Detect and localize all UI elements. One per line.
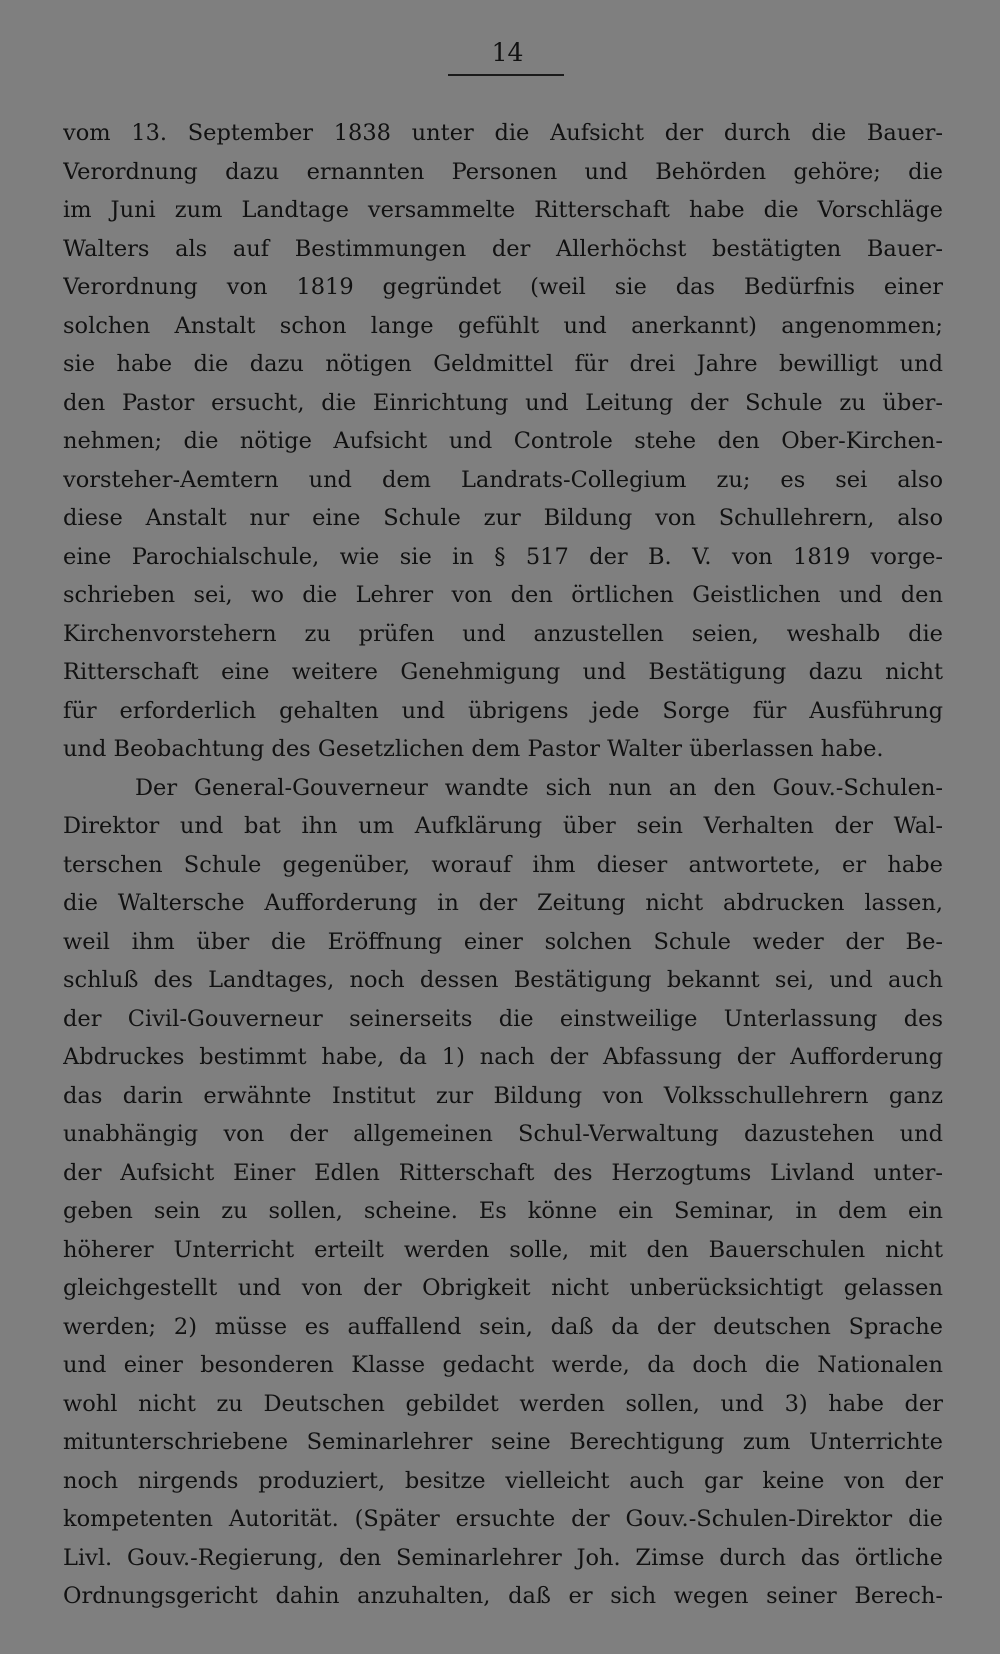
text-line: das darin erwähnte Institut zur Bildung von Volksschullehrern ganz (63, 1082, 943, 1109)
text-line: Kirchenvorstehern zu prüfen und anzustellen seien, weshalb die (63, 620, 943, 647)
paragraph-start-line: Der General-Gouverneur wandte sich nun an den Gouv.-Schulen- (135, 774, 943, 801)
text-line: schluß des Landtages, noch dessen Bestätigung bekannt sei, und auch (63, 967, 943, 993)
text-line: gleichgestellt und von der Obrigkeit nicht unberücksichtigt gelassen (63, 1275, 943, 1301)
text-line: nehmen; die nötige Aufsicht und Controle stehe den Ober-Kirchen- (63, 428, 943, 454)
text-line: die Waltersche Aufforderung in der Zeitung nicht abdrucken lassen, (63, 890, 943, 916)
text-line: im Juni zum Landtage versammelte Ritterschaft habe die Vorschläge (63, 197, 943, 223)
body-text (63, 114, 943, 1616)
text-line: mitunterschriebene Seminarlehrer seine Berechtigung zum Unterrichte (63, 1429, 943, 1455)
text-line: für erforderlich gehalten und übrigens jede Sorge für Ausführung (63, 697, 943, 724)
text-line: Livl. Gouv.-Regierung, den Seminarlehrer Joh. Zimse durch das örtliche (63, 1544, 943, 1571)
text-line: sie habe die dazu nötigen Geldmittel für drei Jahre bewilligt und (63, 351, 943, 377)
text-line: vom 13. September 1838 unter die Aufsicht der durch die Bauer- (63, 120, 943, 146)
text-line: Abdruckes bestimmt habe, da 1) nach der Abfassung der Aufforderung (63, 1044, 943, 1070)
text-line: Verordnung dazu ernannten Personen und Behörden gehöre; die (63, 158, 943, 185)
text-line: Ritterschaft eine weitere Genehmigung und Bestätigung dazu nicht (63, 659, 943, 685)
header-rule (448, 74, 564, 76)
text-line: weil ihm über die Eröffnung einer solchen Schule weder der Be- (63, 928, 943, 955)
text-line: Walters als auf Bestimmungen der Allerhöchst bestätigten Bauer- (63, 235, 943, 262)
text-line: schrieben sei, wo die Lehrer von den örtlichen Geistlichen und den (63, 582, 943, 608)
text-line: und einer besonderen Klasse gedacht werde, da doch die Nationalen (63, 1352, 943, 1378)
text-line: geben sein zu sollen, scheine. Es könne ein Seminar, in dem ein (63, 1198, 943, 1224)
text-line: noch nirgends produziert, besitze vielleicht auch gar keine von der (63, 1467, 943, 1494)
text-line: den Pastor ersucht, die Einrichtung und Leitung der Schule zu über- (63, 389, 943, 416)
text-line: terschen Schule gegenüber, worauf ihm dieser antwortete, er habe (63, 851, 943, 878)
text-line: Ordnungsgericht dahin anzuhalten, daß er sich wegen seiner Berech- (63, 1583, 943, 1609)
text-line: vorsteher-Aemtern und dem Landrats-Collegium zu; es sei also (63, 466, 943, 493)
text-line: höherer Unterricht erteilt werden solle, mit den Bauerschulen nicht (63, 1236, 943, 1263)
text-line: Verordnung von 1819 gegründet (weil sie das Bedürfnis einer (63, 274, 943, 300)
text-line: kompetenten Autorität. (Später ersuchte der Gouv.-Schulen-Direktor die (63, 1506, 943, 1532)
text-line: und Beobachtung des Gesetzlichen dem Pastor Walter überlassen habe. (63, 736, 884, 762)
text-line: der Aufsicht Einer Edlen Ritterschaft des Herzogtums Livland unter- (63, 1159, 943, 1186)
text-line: werden; 2) müsse es auffallend sein, daß da der deutschen Sprache (63, 1313, 943, 1340)
text-line: wohl nicht zu Deutschen gebildet werden sollen, und 3) habe der (63, 1390, 943, 1417)
text-line: solchen Anstalt schon lange gefühlt und anerkannt) angenommen; (63, 312, 943, 339)
text-line: eine Parochialschule, wie sie in § 517 der B. V. von 1819 vorge- (63, 543, 943, 570)
page-number: 14 (491, 38, 524, 67)
text-line: unabhängig von der allgemeinen Schul-Verwaltung dazustehen und (63, 1121, 943, 1147)
text-line: diese Anstalt nur eine Schule zur Bildung von Schullehrern, also (63, 505, 943, 531)
text-line: der Civil-Gouverneur seinerseits die einstweilige Unterlassung des (63, 1005, 943, 1032)
text-line: Direktor und bat ihn um Aufklärung über sein Verhalten der Wal- (63, 813, 943, 839)
